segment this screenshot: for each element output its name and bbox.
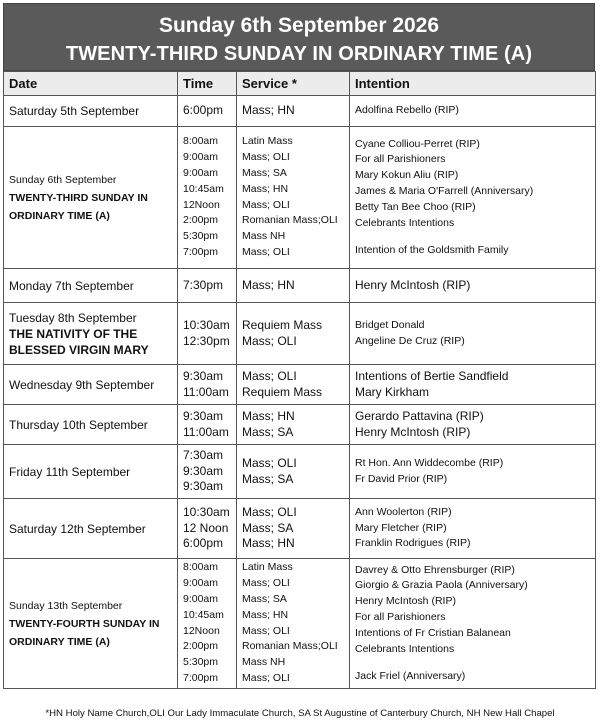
intention-cell [350, 127, 596, 269]
service-entry: Latin Mass [242, 560, 293, 573]
day-label: Sunday 13th September [9, 599, 123, 612]
day-label: Saturday 5th September [9, 104, 140, 118]
service-entry: Mass; OLI [242, 198, 290, 211]
service-cell [237, 127, 350, 269]
time-entry: 9:00am [183, 592, 219, 605]
service-entry: Romanian Mass;OLI [242, 214, 338, 227]
service-entry: Mass; OLI [242, 456, 297, 470]
intention-entry: James & Maria O'Farrell (Anniversary) [355, 185, 534, 198]
time-cell [178, 499, 237, 559]
time-entry: 7:30pm [183, 277, 224, 292]
intention-cell [350, 445, 596, 499]
service-entry: Mass; OLI [242, 333, 297, 348]
service-entry: Mass NH [242, 230, 286, 243]
table-row [4, 365, 596, 405]
service-entry: Mass; SA [242, 592, 287, 605]
time-entry: 12:30pm [183, 333, 230, 348]
service-entry: Mass; OLI [242, 505, 297, 520]
time-cell [178, 445, 237, 499]
service-entry: Mass; HN [242, 409, 295, 423]
intention-cell [350, 303, 596, 365]
service-entry: Mass; SA [242, 471, 294, 486]
intention-entry: Mary Kokun Aliu (RIP) [355, 169, 459, 182]
intention-entry: Betty Tan Bee Choo (RIP) [355, 201, 476, 214]
time-entry: 11:00am [183, 424, 229, 439]
time-entry: 7:00pm [183, 672, 219, 685]
intention-entry: For all Parishioners [355, 153, 446, 166]
schedule-rows [4, 96, 596, 689]
service-entry: Mass; OLI [242, 624, 290, 637]
time-entry: 9:00am [183, 150, 219, 163]
service-cell [237, 365, 350, 405]
service-cell [237, 445, 350, 499]
date-cell [4, 559, 178, 689]
intention-entry: Celebrants Intentions [355, 217, 455, 230]
time-entry: 9:30am [183, 369, 224, 383]
intention-entry: Mary Fletcher (RIP) [355, 521, 447, 534]
header-title: TWENTY-THIRD SUNDAY IN ORDINARY TIME (A) [65, 43, 533, 65]
service-entry: Requiem Mass [242, 318, 323, 332]
table-row [4, 303, 596, 365]
service-cell [237, 96, 350, 127]
intention-cell [350, 365, 596, 405]
intention-cell [350, 96, 596, 127]
intention-entry [355, 658, 595, 669]
intention-entry: Intentions of Bertie Sandfield [355, 369, 509, 383]
intention-entry: Henry McIntosh (RIP) [355, 424, 471, 439]
table-row [4, 405, 596, 445]
date-cell [4, 269, 178, 303]
column-header-intention: Intention [350, 72, 596, 96]
intention-entry: Cyane Colliou-Perret (RIP) [355, 137, 480, 150]
service-entry: Mass; SA [242, 424, 294, 439]
time-cell [178, 365, 237, 405]
intention-entry: Intention of the Goldsmith Family [355, 243, 509, 256]
time-entry: 12Noon [183, 198, 220, 211]
time-entry: 9:30am [183, 409, 224, 423]
time-entry: 8:00am [183, 560, 219, 573]
table-row [4, 499, 596, 559]
table-row [4, 127, 596, 269]
service-cell [237, 303, 350, 365]
service-cell [237, 559, 350, 689]
time-entry: 10:45am [183, 182, 224, 195]
header-date: Sunday 6th September 2026 [158, 14, 440, 37]
date-cell [4, 365, 178, 405]
service-entry: Mass; OLI [242, 369, 297, 383]
date-cell [4, 96, 178, 127]
intention-entry: Bridget Donald [355, 319, 425, 331]
time-cell [178, 269, 237, 303]
feast-label: TWENTY-FOURTH SUNDAY IN ORDINARY TIME (A) [9, 617, 160, 648]
service-entry: Mass; OLI [242, 246, 290, 259]
table-row [4, 559, 596, 689]
intention-entry: Ann Woolerton (RIP) [355, 506, 452, 519]
intention-cell [350, 559, 596, 689]
intention-entry: Henry McIntosh (RIP) [355, 595, 456, 608]
day-label: Saturday 12th September [9, 521, 146, 536]
time-entry: 9:00am [183, 166, 219, 179]
intention-entry: Jack Friel (Anniversary) [355, 669, 466, 682]
intention-entry: Mary Kirkham [355, 384, 430, 399]
time-entry: 5:30pm [183, 230, 219, 243]
time-cell [178, 559, 237, 689]
date-cell [4, 445, 178, 499]
column-header-date: Date [4, 72, 178, 96]
day-label: Friday 11th September [9, 464, 131, 479]
service-entry: Romanian Mass;OLI [242, 640, 338, 653]
intention-entry [355, 232, 595, 243]
time-entry: 6:00pm [183, 103, 224, 118]
date-cell [4, 405, 178, 445]
intention-cell [350, 269, 596, 303]
service-entry: Mass; HN [242, 277, 295, 292]
service-key-footnote: *HN Holy Name Church,OLI Our Lady Immaculate Church, SA St Augustine of Canterbury Church, NH New Hall Chapel [45, 708, 555, 719]
time-entry: 7:30am [183, 448, 224, 463]
service-entry: Mass; HN [242, 103, 295, 118]
intention-entry: Celebrants Intentions [355, 643, 455, 656]
time-cell [178, 127, 237, 269]
intention-entry: Adolfina Rebello (RIP) [355, 104, 459, 117]
service-entry: Mass; SA [242, 166, 287, 179]
day-label: Tuesday 8th September [9, 310, 137, 325]
day-label: Wednesday 9th September [9, 377, 155, 392]
intention-entry: Angeline De Cruz (RIP) [355, 334, 465, 347]
service-entry: Mass; HN [242, 536, 295, 551]
intention-cell [350, 405, 596, 445]
intention-entry: Gerardo Pattavina (RIP) [355, 409, 484, 423]
feast-label: THE NATIVITY OF THE BLESSED VIRGIN MARY [9, 326, 149, 357]
service-entry: Mass; SA [242, 520, 294, 535]
time-entry: 5:30pm [183, 656, 219, 669]
service-entry: Mass; OLI [242, 576, 290, 589]
time-entry: 9:00am [183, 576, 219, 589]
time-cell [178, 96, 237, 127]
time-entry: 2:00pm [183, 640, 219, 653]
day-label: Monday 7th September [9, 278, 134, 293]
time-entry: 12Noon [183, 624, 220, 637]
intention-entry: Fr David Prior (RIP) [355, 472, 448, 485]
time-entry: 10:30am [183, 318, 230, 332]
time-entry: 10:45am [183, 608, 224, 621]
service-cell [237, 405, 350, 445]
service-cell [237, 269, 350, 303]
table-header-row [4, 72, 596, 96]
time-entry: 10:30am [183, 505, 230, 520]
intention-entry: Rt Hon. Ann Widdecombe (RIP) [355, 457, 504, 469]
time-entry: 12 Noon [183, 520, 229, 535]
service-entry: Latin Mass [242, 134, 293, 147]
service-entry: Mass; OLI [242, 150, 290, 163]
time-entry: 7:00pm [183, 246, 219, 259]
table-row [4, 269, 596, 303]
intention-entry: Davrey & Otto Ehrensburger (RIP) [355, 563, 515, 576]
service-entry: Requiem Mass [242, 384, 323, 399]
service-entry: Mass; HN [242, 182, 289, 195]
date-cell [4, 127, 178, 269]
column-header-service: Service * [237, 72, 350, 96]
table-row [4, 96, 596, 127]
service-entry: Mass; HN [242, 608, 289, 621]
intention-entry: Franklin Rodrigues (RIP) [355, 537, 471, 550]
day-label: Thursday 10th September [9, 417, 148, 432]
column-header-time: Time [178, 72, 237, 96]
header-banner [3, 3, 595, 71]
date-cell [4, 499, 178, 559]
feast-label: TWENTY-THIRD SUNDAY IN ORDINARY TIME (A) [9, 191, 148, 222]
time-cell [178, 303, 237, 365]
table-row [4, 445, 596, 499]
time-entry: 9:30am [183, 479, 224, 494]
time-entry: 2:00pm [183, 214, 219, 227]
intention-entry: Giorgio & Grazia Paola (Anniversary) [355, 579, 528, 592]
mass-schedule-table [3, 71, 596, 689]
time-entry: 8:00am [183, 134, 219, 147]
day-label: Sunday 6th September [9, 173, 117, 186]
time-entry: 11:00am [183, 384, 229, 399]
service-entry: Mass; OLI [242, 672, 290, 685]
service-cell [237, 499, 350, 559]
intention-entry: Intentions of Fr Cristian Balanean [355, 627, 511, 640]
time-entry: 6:00pm [183, 536, 224, 551]
service-entry: Mass NH [242, 656, 286, 669]
intention-cell [350, 499, 596, 559]
time-entry: 9:30am [183, 463, 224, 478]
intention-entry: Henry McIntosh (RIP) [355, 277, 471, 292]
date-cell [4, 303, 178, 365]
intention-entry: For all Parishioners [355, 611, 446, 624]
time-cell [178, 405, 237, 445]
